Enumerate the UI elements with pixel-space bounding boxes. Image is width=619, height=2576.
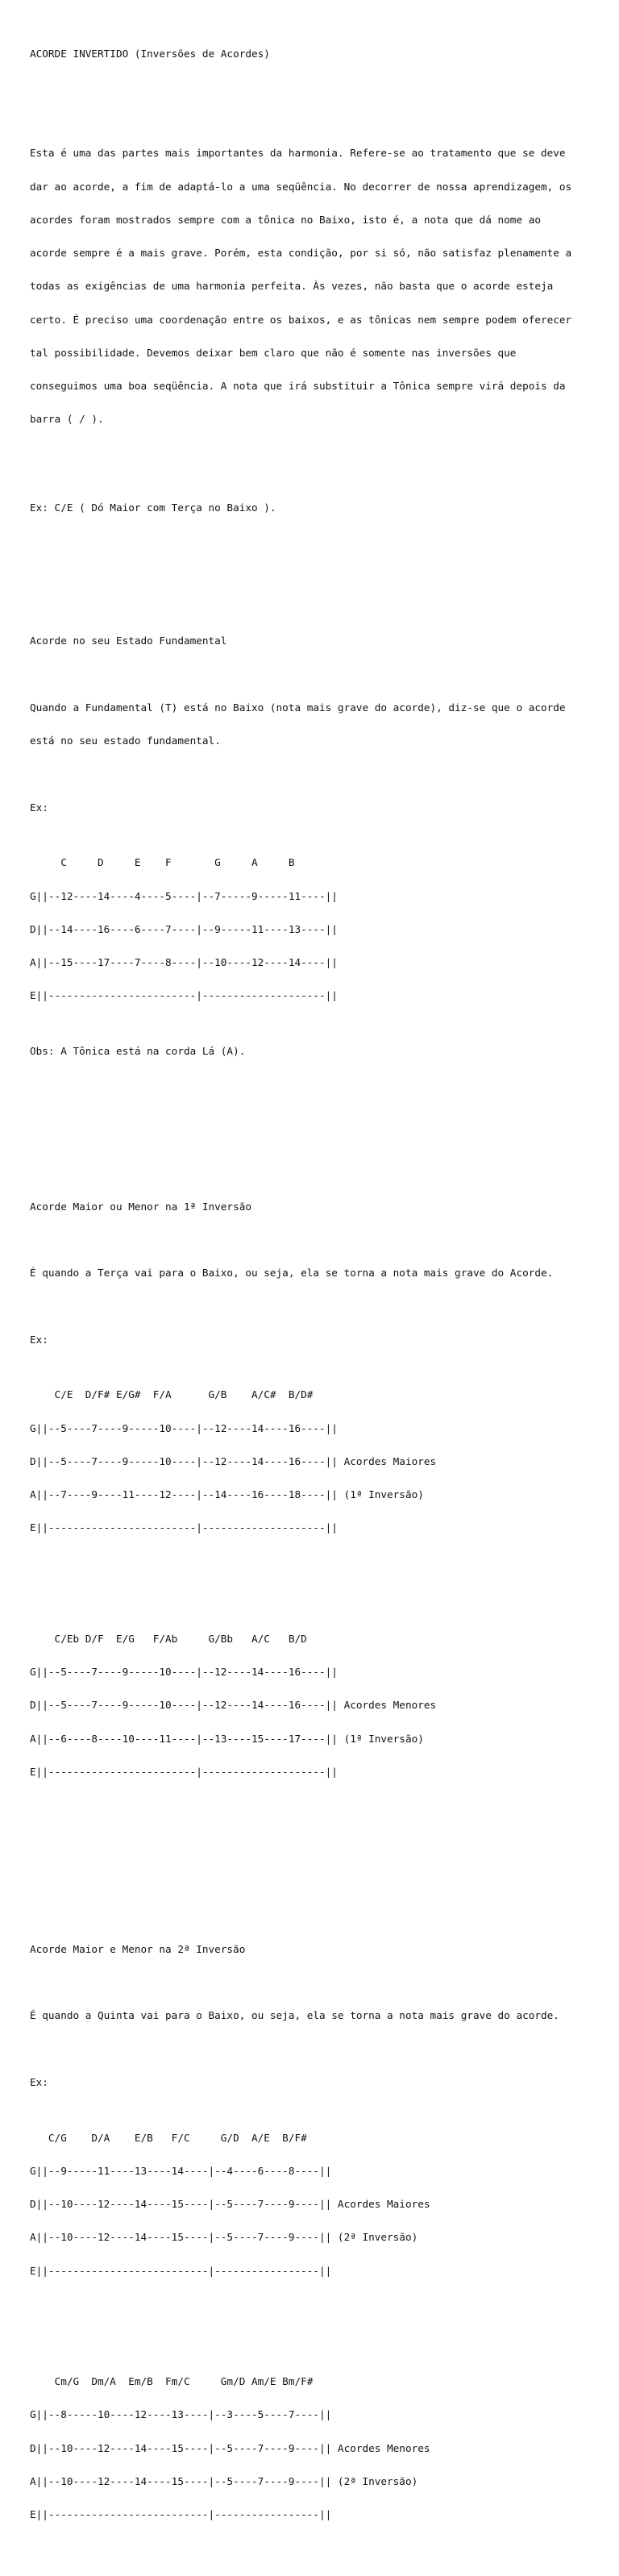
tab-string-g: G||--9-----11----13----14----|--4----6----8----|| — [30, 2164, 332, 2177]
tab-string-e: E||------------------------|--------------------|| — [30, 989, 338, 1002]
tab-string-e: E||------------------------|--------------------|| — [30, 1765, 338, 1778]
tab-string-d: D||--5----7----9-----10----|--12----14----16----|| Acordes Maiores — [30, 1454, 437, 1467]
tab-string-g: G||--8-----10----12----13----|--3----5----7----|| — [30, 2408, 332, 2421]
tab-string-g: G||--5----7----9-----10----|--12----14----16----|| — [30, 1666, 338, 1678]
tab-string-d: D||--10----12----14----15----|--5----7----9----|| Acordes Menores — [30, 2441, 430, 2454]
tab-string-a: A||--6----8----10----11----|--13----15----17----|| (1ª Inversão) — [30, 1732, 424, 1745]
section-fundamental — [30, 614, 594, 1080]
section-description: Quando a Fundamental (T) está no Baixo (nota mais grave do acorde), diz-se que o acorde — [30, 701, 566, 714]
tab-string-d: D||--5----7----9-----10----|--12----14----16----|| Acordes Menores — [30, 1699, 437, 1712]
tab-string-a: A||--10----12----14----15----|--5----7----9----|| (2ª Inversão) — [30, 2474, 418, 2487]
tablature-block-minor — [30, 1611, 594, 1800]
section-description: está no seu estado fundamental. — [30, 735, 221, 747]
section-second-inversion — [30, 1921, 594, 2565]
example-label: Ex: — [30, 2075, 48, 2088]
tablature-block-major — [30, 2110, 594, 2299]
tab-string-d: D||--14----16----6----7----|--9-----11----13----|| — [30, 922, 338, 935]
section-heading: Acorde no seu Estado Fundamental — [30, 635, 227, 647]
intro-line: certo. É preciso uma coordenação entre os baixos, e as tônicas nem sempre podem oferecer — [30, 313, 572, 326]
tab-string-e: E||--------------------------|-----------------|| — [30, 2264, 332, 2277]
tab-string-g: G||--12----14----4----5----|--7-----9-----11----|| — [30, 889, 338, 902]
example-label: Ex: — [30, 1333, 48, 1346]
intro-line: dar ao acorde, a fim de adaptá-lo a uma seqüência. No decorrer de nossa aprendizagem, os — [30, 180, 572, 193]
intro-line: acorde sempre é a mais grave. Porém, esta condição, por si só, não satisfaz plenamente a — [30, 247, 572, 259]
example-label: Ex: — [30, 801, 48, 814]
section-description: É quando a Quinta vai para o Baixo, ou seja, ela se torna a nota mais grave do acorde. — [30, 2009, 559, 2022]
section-heading: Acorde Maior ou Menor na 1ª Inversão — [30, 1200, 251, 1213]
intro-line: barra ( / ). — [30, 413, 104, 426]
document-page — [30, 26, 594, 2576]
section-heading: Acorde Maior e Menor na 2ª Inversão — [30, 1942, 246, 1955]
tab-string-g: G||--5----7----9-----10----|--12----14----16----|| — [30, 1421, 338, 1434]
observation-note: Obs: A Tônica está na corda Lá (A). — [30, 1045, 246, 1057]
document-title: ACORDE INVERTIDO (Inversões de Acordes) — [30, 47, 270, 60]
tablature-block-minor — [30, 2354, 594, 2543]
tab-string-a: A||--15----17----7----8----|--10----12----14----|| — [30, 956, 338, 968]
tab-string-e: E||--------------------------|-----------------|| — [30, 2508, 332, 2520]
tablature-block — [30, 835, 594, 1024]
intro-line: conseguimos uma boa seqüência. A nota que irá substituir a Tônica sempre virá depois da — [30, 380, 566, 392]
tab-string-a: A||--7----9----11----12----|--14----16----18----|| (1ª Inversão) — [30, 1488, 424, 1500]
tab-chord-names: C/E D/F# E/G# F/A G/B A/C# B/D# — [30, 1388, 314, 1401]
tab-chord-names: C/G D/A E/B F/C G/D A/E B/F# — [30, 2131, 307, 2144]
tab-string-a: A||--10----12----14----15----|--5----7----9----|| (2ª Inversão) — [30, 2231, 418, 2244]
tab-string-d: D||--10----12----14----15----|--5----7----9----|| Acordes Maiores — [30, 2198, 430, 2210]
intro-example: Ex: C/E ( Dó Maior com Terça no Baixo ). — [30, 501, 276, 514]
tab-chord-names: C/Eb D/F E/G F/Ab G/Bb A/C B/D — [30, 1632, 307, 1645]
section-description: É quando a Terça vai para o Baixo, ou seja, ela se torna a nota mais grave do Acorde. — [30, 1267, 554, 1279]
tab-chord-names: Cm/G Dm/A Em/B Fm/C Gm/D Am/E Bm/F# — [30, 2375, 314, 2387]
intro-line: acordes foram mostrados sempre com a tônica no Baixo, isto é, a nota que dá nome ao — [30, 213, 541, 226]
intro-paragraph — [30, 126, 594, 447]
tab-string-e: E||------------------------|--------------------|| — [30, 1521, 338, 1534]
intro-line: Esta é uma das partes mais importantes da harmonia. Refere-se ao tratamento que se deve — [30, 147, 566, 160]
tab-chord-names: C D E F G A B — [30, 856, 295, 869]
section-first-inversion — [30, 1179, 594, 1822]
tablature-block-major — [30, 1367, 594, 1556]
intro-line: tal possibilidade. Devemos deixar bem claro que não é somente nas inversões que — [30, 346, 517, 359]
intro-line: todas as exigências de uma harmonia perfeita. Às vezes, não basta que o acorde esteja — [30, 280, 554, 293]
